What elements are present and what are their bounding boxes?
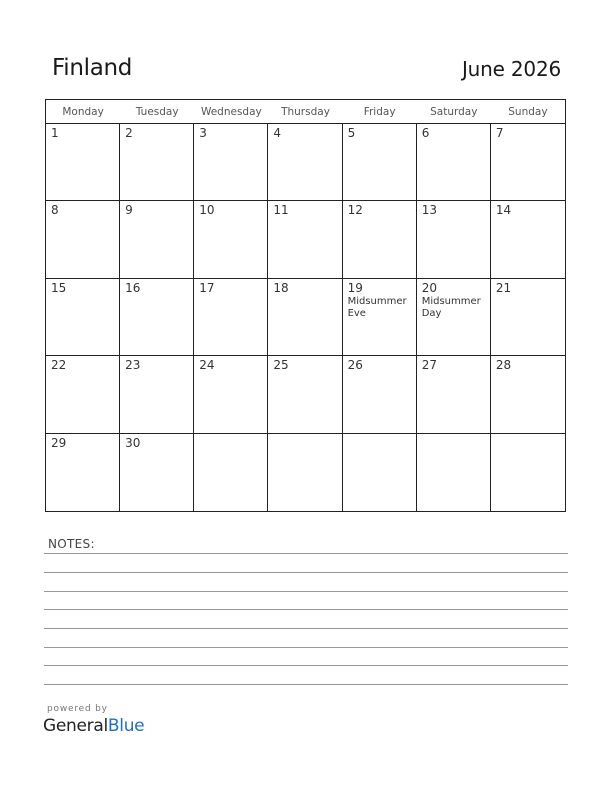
day-cell bbox=[194, 279, 268, 356]
day-number: 12 bbox=[347, 203, 363, 218]
generalblue-logo bbox=[43, 716, 144, 736]
day-cell bbox=[417, 124, 491, 201]
day-cell bbox=[491, 201, 565, 278]
day-cell bbox=[194, 124, 268, 201]
day-number: 15 bbox=[51, 280, 67, 295]
day-number: 5 bbox=[347, 126, 356, 140]
day-number: 20 bbox=[421, 280, 437, 295]
weekday-header: Friday bbox=[343, 100, 417, 124]
day-number: 6 bbox=[421, 126, 430, 140]
day-number: 29 bbox=[51, 435, 67, 450]
day-cell bbox=[46, 279, 120, 356]
day-cell bbox=[417, 201, 491, 278]
day-number: 4 bbox=[273, 126, 282, 140]
notes-line bbox=[44, 572, 568, 573]
day-number: 27 bbox=[421, 358, 437, 373]
day-cell bbox=[417, 356, 491, 433]
day-cell bbox=[343, 356, 417, 433]
day-cell bbox=[194, 201, 268, 278]
day-number: 11 bbox=[273, 203, 289, 218]
day-cell bbox=[491, 356, 565, 433]
day-number: 23 bbox=[125, 358, 141, 373]
day-number: 22 bbox=[51, 358, 67, 373]
day-cell bbox=[343, 434, 417, 511]
day-cell bbox=[343, 279, 417, 356]
day-number: 16 bbox=[125, 280, 141, 295]
day-cell bbox=[417, 434, 491, 511]
weekday-header: Monday bbox=[46, 100, 120, 124]
day-number: 10 bbox=[199, 203, 215, 218]
day-number: 19 bbox=[347, 280, 363, 295]
day-cell bbox=[343, 124, 417, 201]
day-number: 17 bbox=[199, 280, 215, 295]
month-year-title: June 2026 bbox=[461, 57, 561, 81]
weekday-header: Wednesday bbox=[194, 100, 268, 124]
day-cell bbox=[120, 124, 194, 201]
day-cell bbox=[343, 201, 417, 278]
notes-line bbox=[44, 684, 568, 685]
notes-line bbox=[44, 609, 568, 610]
day-cell bbox=[46, 124, 120, 201]
day-number: 28 bbox=[495, 358, 512, 373]
weekday-header: Tuesday bbox=[120, 100, 194, 124]
day-cell bbox=[491, 124, 565, 201]
weekday-header: Thursday bbox=[268, 100, 342, 124]
day-cell bbox=[46, 434, 120, 511]
day-cell bbox=[120, 434, 194, 511]
day-cell bbox=[268, 434, 342, 511]
powered-by-text: powered by bbox=[47, 704, 108, 714]
weekday-header: Saturday bbox=[417, 100, 491, 124]
day-cell bbox=[417, 279, 491, 356]
day-number: 24 bbox=[199, 358, 215, 373]
day-cell bbox=[120, 356, 194, 433]
day-number: 1 bbox=[51, 126, 59, 140]
day-cell bbox=[194, 356, 268, 433]
notes-line bbox=[44, 553, 568, 554]
notes-line bbox=[44, 647, 568, 648]
notes-line bbox=[44, 628, 568, 629]
holiday-label: Midsummer Eve bbox=[347, 295, 407, 319]
day-cell bbox=[268, 356, 342, 433]
day-number: 30 bbox=[125, 435, 141, 450]
day-number: 7 bbox=[495, 126, 504, 140]
notes-line bbox=[44, 591, 568, 592]
weekday-header: Sunday bbox=[491, 100, 565, 124]
day-cell bbox=[46, 356, 120, 433]
calendar-grid bbox=[45, 99, 566, 512]
day-cell bbox=[268, 124, 342, 201]
day-number: 2 bbox=[125, 126, 133, 140]
day-cell bbox=[491, 434, 565, 511]
day-number: 3 bbox=[199, 126, 207, 140]
day-number: 18 bbox=[273, 280, 289, 295]
day-number: 9 bbox=[125, 203, 133, 218]
country-title: Finland bbox=[52, 55, 133, 81]
day-number: 14 bbox=[495, 203, 512, 218]
day-number: 25 bbox=[273, 358, 289, 373]
day-number: 8 bbox=[51, 203, 59, 218]
day-cell bbox=[268, 201, 342, 278]
day-cell bbox=[120, 279, 194, 356]
logo-blue: Blue bbox=[107, 716, 145, 736]
notes-line bbox=[44, 665, 568, 666]
day-cell bbox=[46, 201, 120, 278]
holiday-label: Midsummer Day bbox=[421, 295, 481, 319]
day-number: 13 bbox=[421, 203, 437, 218]
day-cell bbox=[194, 434, 268, 511]
day-cell bbox=[268, 279, 342, 356]
day-number: 21 bbox=[495, 280, 512, 295]
day-number: 26 bbox=[347, 358, 363, 373]
day-cell bbox=[491, 279, 565, 356]
logo-general: General bbox=[43, 716, 108, 736]
day-cell bbox=[120, 201, 194, 278]
notes-label: NOTES: bbox=[48, 537, 95, 551]
